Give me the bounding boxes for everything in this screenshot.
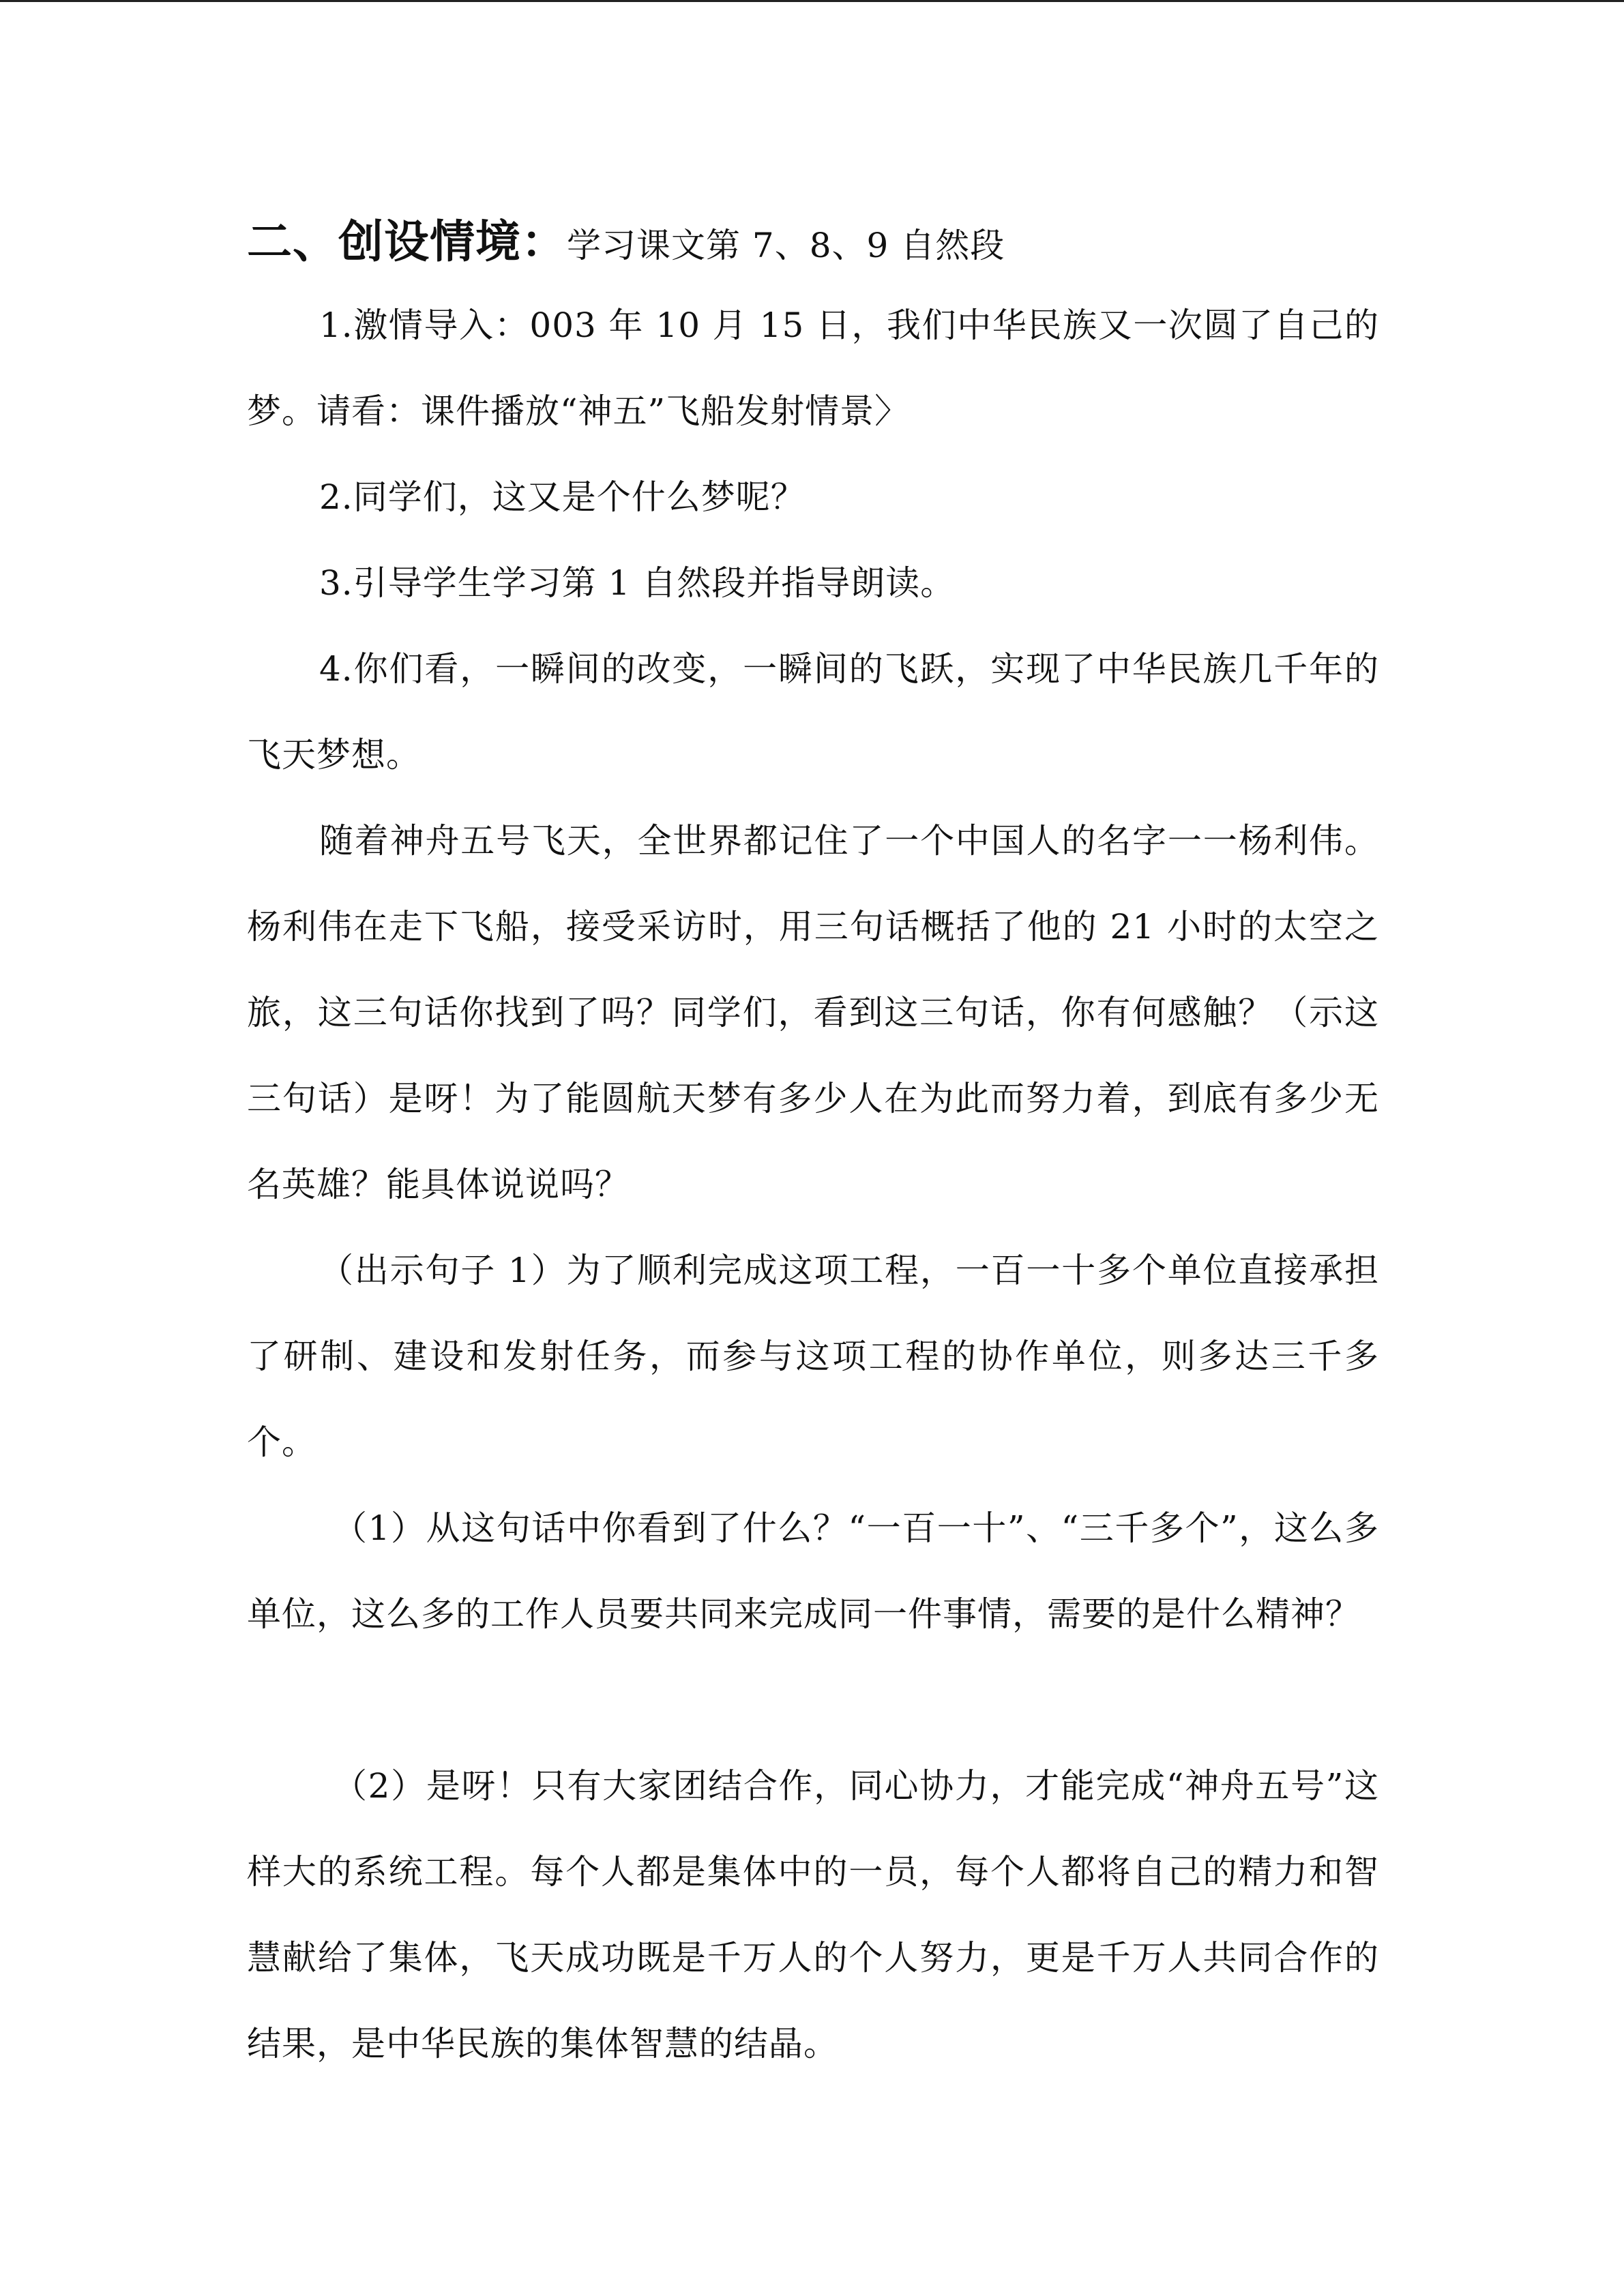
section-title: 二、创设情境： — [247, 215, 567, 268]
paragraph-1: 1.激情导入：003 年 10 月 15 日，我们中华民族又一次圆了自己的梦。请看：课件播放“神五”飞船发射情景〉 — [247, 305, 1379, 431]
paragraph-8: （2）是呀！只有大家团结合作，同心协力，才能完成“神舟五号”这样大的系统工程。每个人都是集体中的一员，每个人都将自己的精力和智慧献给了集体，飞天成功既是千万人的个人努力，更是千万人共同合作的结果，是中华民族的集体智慧的结晶。 — [247, 1766, 1379, 2063]
paragraph-6: （出示句子 1）为了顺利完成这项工程，一百一十多个单位直接承担了研制、建设和发射任务，而参与这项工程的协作单位，则多达三千多个。 — [247, 1251, 1379, 1462]
paragraph-5: 随着神舟五号飞天，全世界都记住了一个中国人的名字一一杨利伟。杨利伟在走下飞船，接受采访时，用三句话概括了他的 21 小时的太空之旅，这三句话你找到了吗？同学们，看到这三句话，你有何感触？（示这三句话）是呀！为了能圆航天梦有多少人在为此而努力着，到底有多少无名英雄？能具体说说吗？ — [247, 821, 1379, 1204]
section-subtitle: 学习课文第 7、8、9 自然段 — [567, 226, 1005, 265]
top-border-line — [0, 0, 1624, 2]
paragraph-7: （1）从这句话中你看到了什么？“一百一十”、“三千多个”，这么多单位，这么多的工作人员要共同来完成同一件事情，需要的是什么精神？ — [247, 1508, 1379, 1634]
paragraph-3: 3.引导学生学习第 1 自然段并指导朗读。 — [319, 563, 956, 603]
paragraph-4: 4.你们看，一瞬间的改变，一瞬间的飞跃，实现了中华民族几千年的飞天梦想。 — [247, 649, 1379, 775]
paragraph-2: 2.同学们，这又是个什么梦呢？ — [319, 477, 806, 517]
section-heading — [247, 208, 1379, 288]
